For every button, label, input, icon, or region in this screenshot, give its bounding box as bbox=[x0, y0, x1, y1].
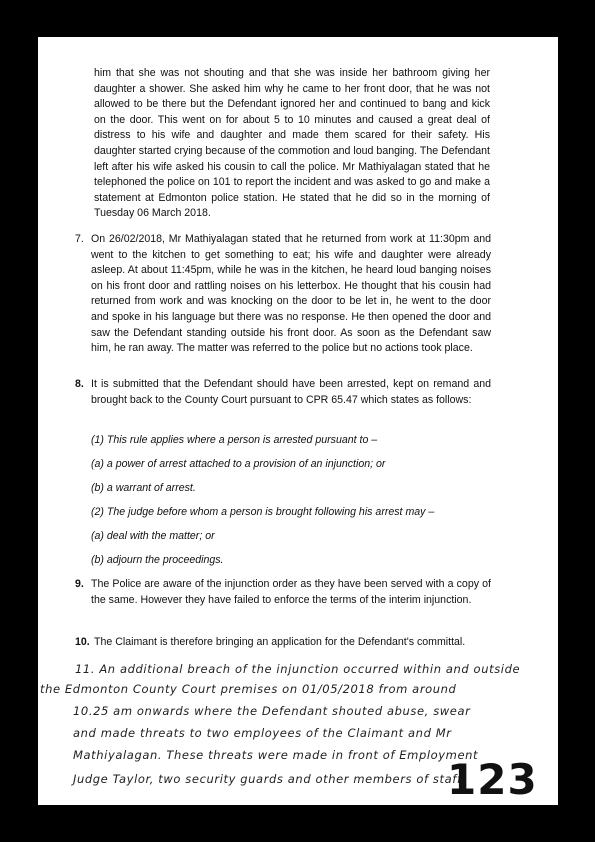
page-number: 123 bbox=[447, 755, 538, 804]
handwritten-line-5: Mathiyalagan. These threats were made in front of Employment bbox=[73, 748, 479, 762]
handwritten-line-1: 11. An additional breach of the injunction occurred within and outside bbox=[75, 662, 521, 676]
document-page bbox=[38, 37, 558, 805]
rule-quote-5: (a) deal with the matter; or bbox=[91, 530, 215, 542]
paragraph-10-text: The Claimant is therefore bringing an application for the Defendant's committal. bbox=[94, 636, 466, 648]
rule-quote-4: (2) The judge before whom a person is brought following his arrest may – bbox=[91, 506, 435, 518]
rule-quote-6: (b) adjourn the proceedings. bbox=[91, 554, 224, 566]
continued-paragraph: him that she was not shouting and that she was inside her bathroom giving her daughter a shower. She asked him why he came to her front door, that he was not allowed to be there but the Defendant ignored her and continued to bang and kick on the door. This went on for about 5 to 10 minutes and caused a great deal of distress to his wife and daughter and made them scared for their safety. His daughter started crying because of the commotion and loud banging. The Defendant left after his wife asked his cousin to call the police. Mr Mathiyalagan stated that he telephoned the police on 101 to report the incident and was asked to go and make a statement at Edmonton police station. He stated that he did so in the morning of Tuesday 06 March 2018. bbox=[94, 67, 490, 220]
rule-quote-3: (b) a warrant of arrest. bbox=[91, 482, 196, 494]
handwritten-line-6: Judge Taylor, two security guards and other members of staff bbox=[73, 772, 462, 786]
handwritten-line-3: 10.25 am onwards where the Defendant shouted abuse, swear bbox=[73, 704, 471, 718]
handwritten-line-4: and made threats to two employees of the Claimant and Mr bbox=[73, 726, 452, 740]
rule-quote-1: (1) This rule applies where a person is arrested pursuant to – bbox=[91, 434, 378, 446]
rule-quote-2: (a) a power of arrest attached to a provision of an injunction; or bbox=[91, 458, 386, 470]
handwritten-line-2: the Edmonton County Court premises on 01/05/2018 from around bbox=[40, 682, 457, 696]
paragraph-8-text: It is submitted that the Defendant should have been arrested, kept on remand and brought back to the County Court pursuant to CPR 65.47 which states as follows: bbox=[91, 378, 491, 406]
paragraph-7-text: On 26/02/2018, Mr Mathiyalagan stated that he returned from work at 11:30pm and went to the kitchen to get something to eat; his wife and daughter were already asleep. At about 11:45pm, while he was in the kitchen, he heard loud banging noises on his front door and rattling noises on his letterbox. He thought that his cousin had returned from work and was knocking on the door to be let in, he went to the door and spoke in his language but there was no response. He then opened the door and saw the Defendant standing outside his front door. As soon as the Defendant saw him, he ran away. The matter was referred to the police but no actions took place. bbox=[91, 233, 491, 355]
paragraph-7-number: 7. bbox=[75, 233, 84, 245]
paragraph-8-number: 8. bbox=[75, 378, 84, 390]
paragraph-9-number: 9. bbox=[75, 578, 84, 590]
paragraph-10-number: 10. bbox=[75, 636, 90, 648]
paragraph-9-text: The Police are aware of the injunction order as they have been served with a copy of the same. However they have failed to enforce the terms of the interim injunction. bbox=[91, 578, 491, 606]
